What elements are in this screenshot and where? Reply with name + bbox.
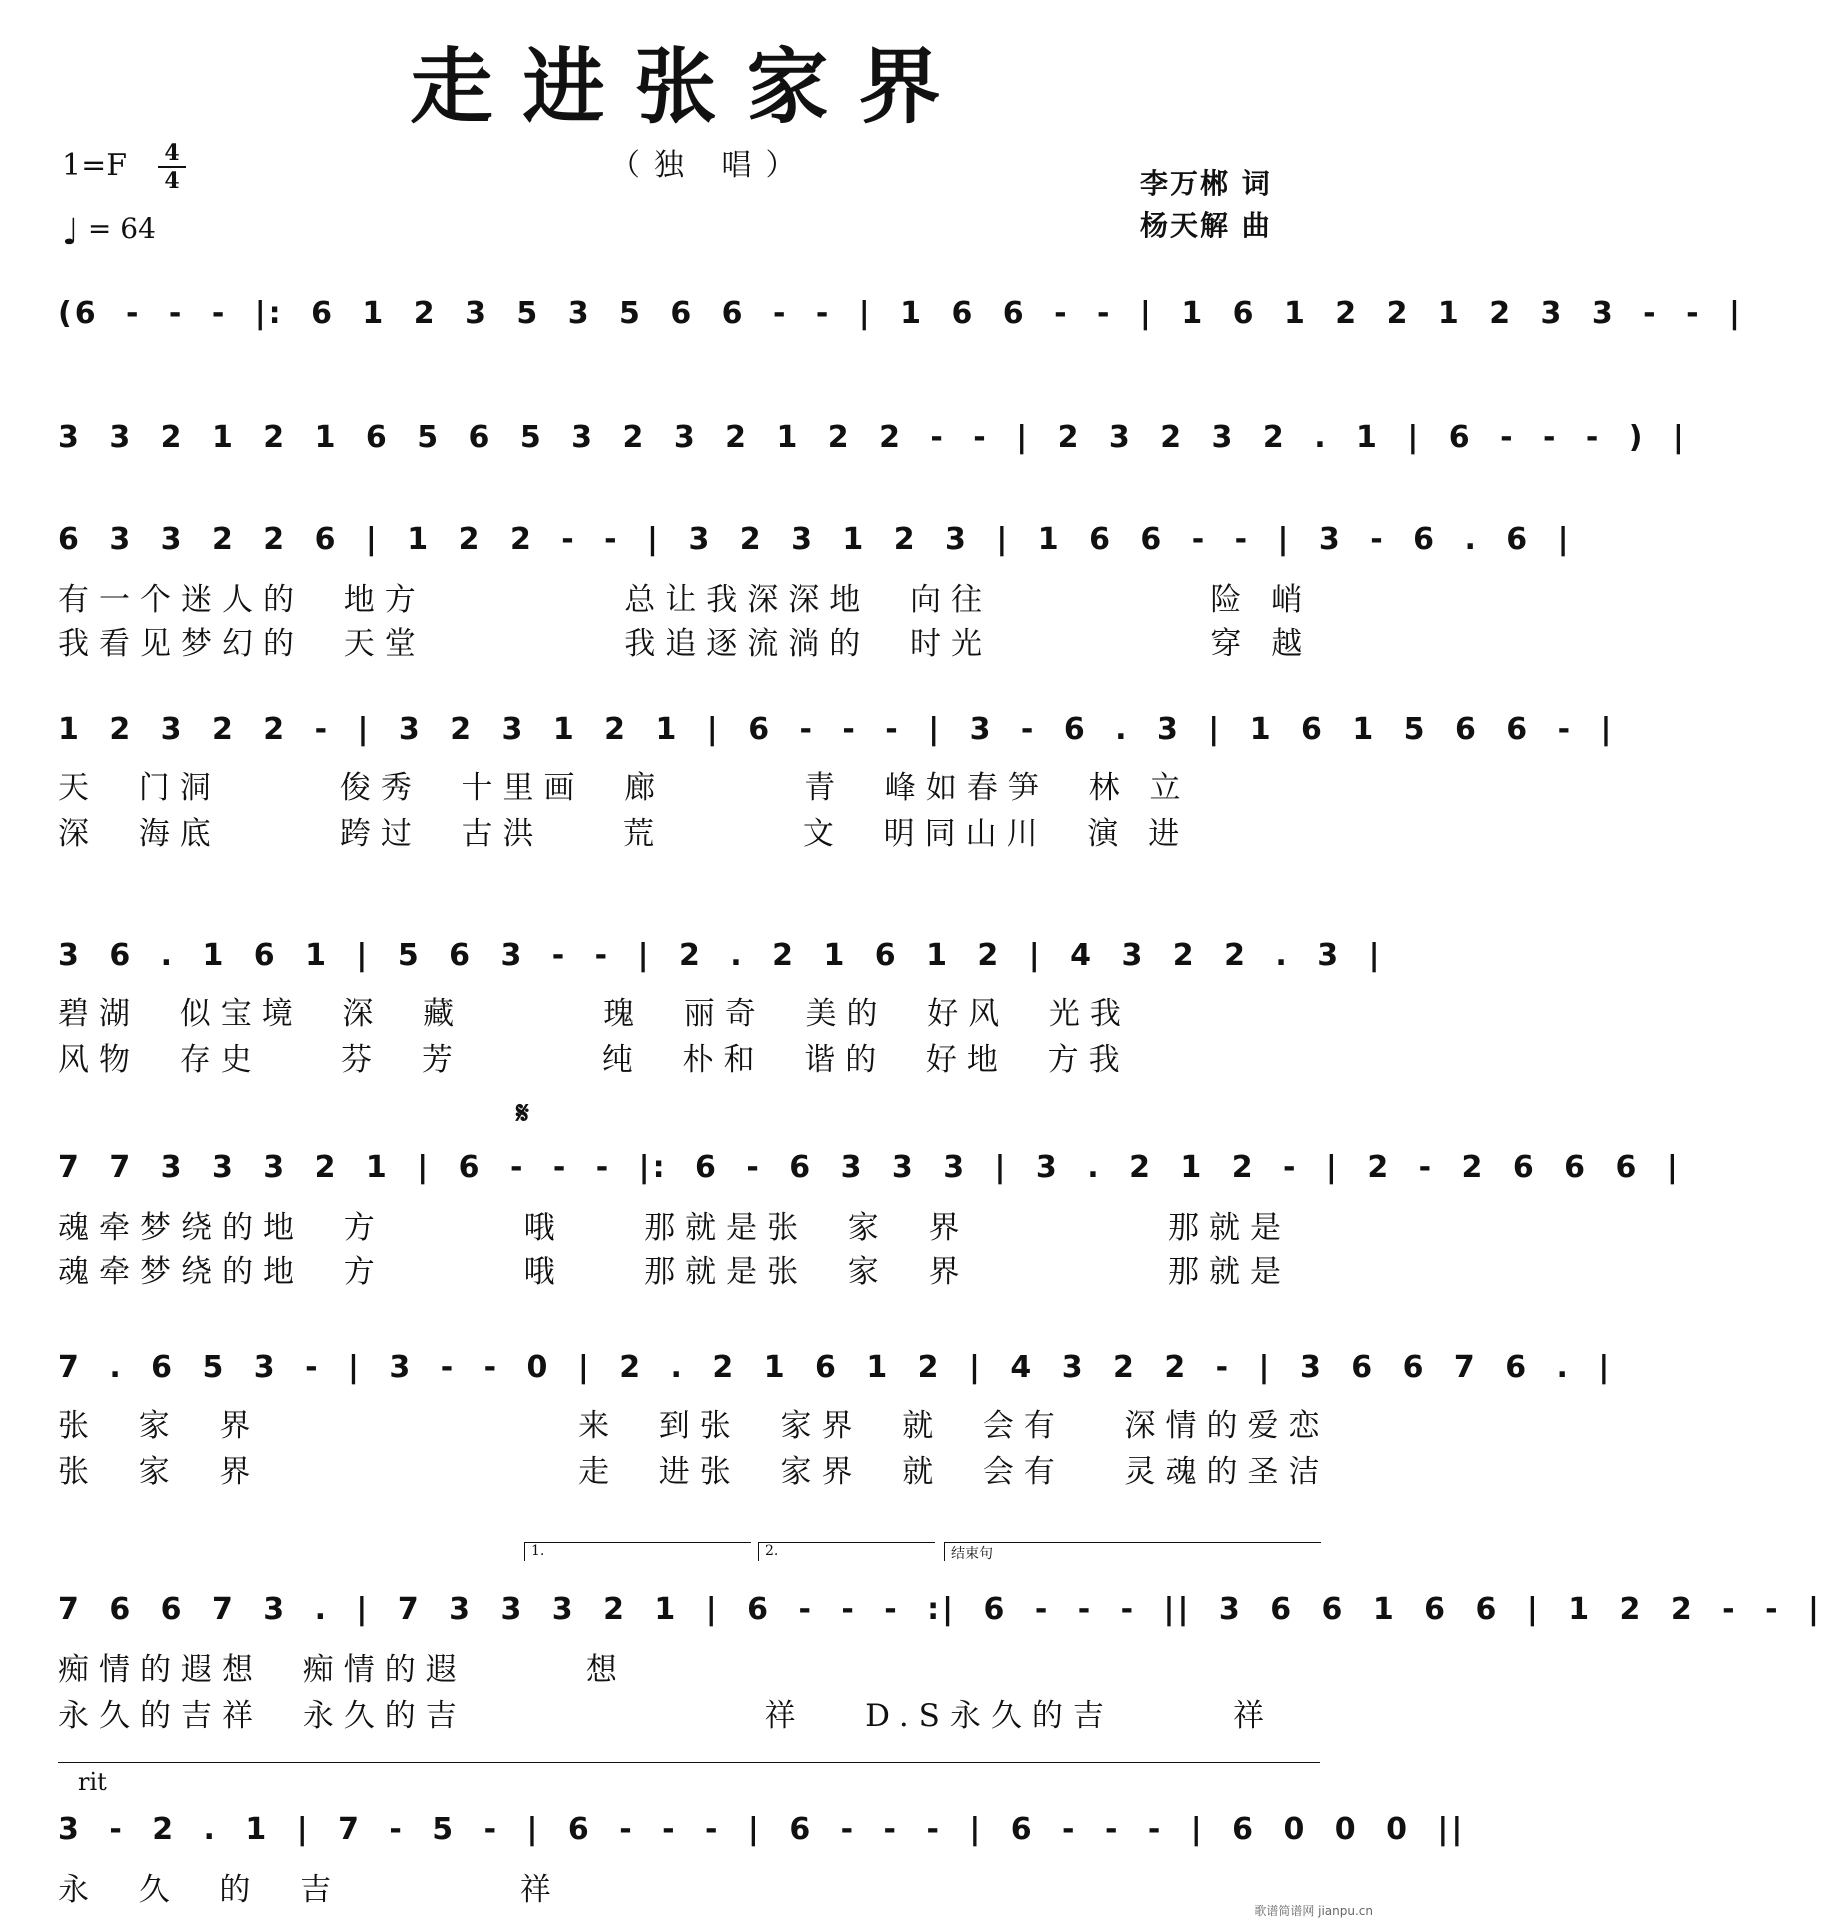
ritardando-line [58,1762,1320,1763]
lyric-verse-2: 魂牵梦绕的地 方 哦 那就是张 家 界 那就是 [58,1254,1292,1290]
lyric-verse-1: 痴情的遐想 痴情的遐 想 [58,1652,627,1688]
lyric-verse-2: 深 海底 跨过 古洪 荒 文 明同山川 演 进 [58,816,1190,852]
key-signature: 1=F [62,148,128,183]
time-numerator: 4 [164,140,180,166]
notation-line: 6 3 3 2 2 6 | 1 2 2 - - | 3 2 3 1 2 3 | 1 6 6 - - | 3 - 6 . 6 | [58,522,1572,557]
ritardando-marking: rit [78,1768,107,1796]
notation-line: 3 6 . 1 6 1 | 5 6 3 - - | 2 . 2 1 6 1 2 | 4 3 2 2 . 3 | [58,938,1383,973]
segno-icon: 𝄋 [516,1096,529,1131]
lyric-verse-1: 魂牵梦绕的地 方 哦 那就是张 家 界 那就是 [58,1210,1292,1246]
notation-line: 1 2 3 2 2 - | 3 2 3 1 2 1 | 6 - - - | 3 - 6 . 3 | 1 6 1 5 6 6 - | [58,712,1615,747]
song-subtitle: （独 唱） [610,148,810,183]
second-ending-bracket: 2. [758,1542,935,1561]
lyric-verse-1: 碧湖 似宝境 深 藏 瑰 丽奇 美的 好风 光我 [58,996,1131,1032]
time-denominator: 4 [158,166,186,194]
lyric-verse-2: 风物 存史 芬 芳 纯 朴和 谐的 好地 方我 [58,1042,1130,1078]
notation-line: (6 - - - |: 6 1 2 3 5 3 5 6 6 - - | 1 6 6 - - | 1 6 1 2 2 1 2 3 3 - - | [58,296,1743,331]
lyric-verse-2: 我看见梦幻的 天堂 我追逐流淌的 时光 穿 越 [58,626,1313,662]
first-ending-bracket: 1. [524,1542,751,1561]
tempo-value: = 64 [87,212,156,245]
lyric-verse-1: 永 久 的 吉 祥 [58,1872,561,1908]
lyric-verse-1: 天 门洞 俊秀 十里画 廊 青 峰如春笋 林 立 [58,770,1191,806]
coda-ending-bracket: 结束句 [944,1542,1321,1561]
lyric-verse-2: 张 家 界 走 进张 家界 就 会有 灵魂的圣洁 [58,1454,1330,1490]
lyric-verse-1: 张 家 界 来 到张 家界 就 会有 深情的爱恋 [58,1408,1330,1444]
notation-line: 3 3 2 1 2 1 6 5 6 5 3 2 3 2 1 2 2 - - | 2 3 2 3 2 . 1 | 6 - - - ) | [58,420,1687,455]
notation-line: 7 7 3 3 3 2 1 | 6 - - - |: 6 - 6 3 3 3 | 3 . 2 1 2 - | 2 - 2 6 6 6 | [58,1150,1681,1185]
notation-line: 3 - 2 . 1 | 7 - 5 - | 6 - - - | 6 - - - | 6 - - - | 6 0 0 0 || [58,1812,1466,1847]
notation-line: 7 6 6 7 3 . | 7 3 3 3 2 1 | 6 - - - :| 6 - - - || 3 6 6 1 6 6 | 1 2 2 - - | [58,1592,1822,1627]
lyric-verse-1: 有一个迷人的 地方 总让我深深地 向往 险 峭 [58,582,1313,618]
site-watermark: 歌谱简谱网 jianpu.cn [1254,1904,1373,1918]
composer-credit: 杨天解 曲 [1140,209,1272,242]
quarter-note-icon: ♩ [62,212,79,253]
song-title: 走进张家界 [410,40,971,135]
tempo-marking [62,212,156,253]
notation-line: 7 . 6 5 3 - | 3 - - 0 | 2 . 2 1 6 1 2 | 4 3 2 2 - | 3 6 6 7 6 . | [58,1350,1613,1385]
lyricist-credit: 李万郴 词 [1140,167,1272,200]
time-signature [158,140,186,194]
lyric-verse-2: 永久的吉祥 永久的吉 祥 D.S永久的吉 祥 [58,1698,1275,1734]
